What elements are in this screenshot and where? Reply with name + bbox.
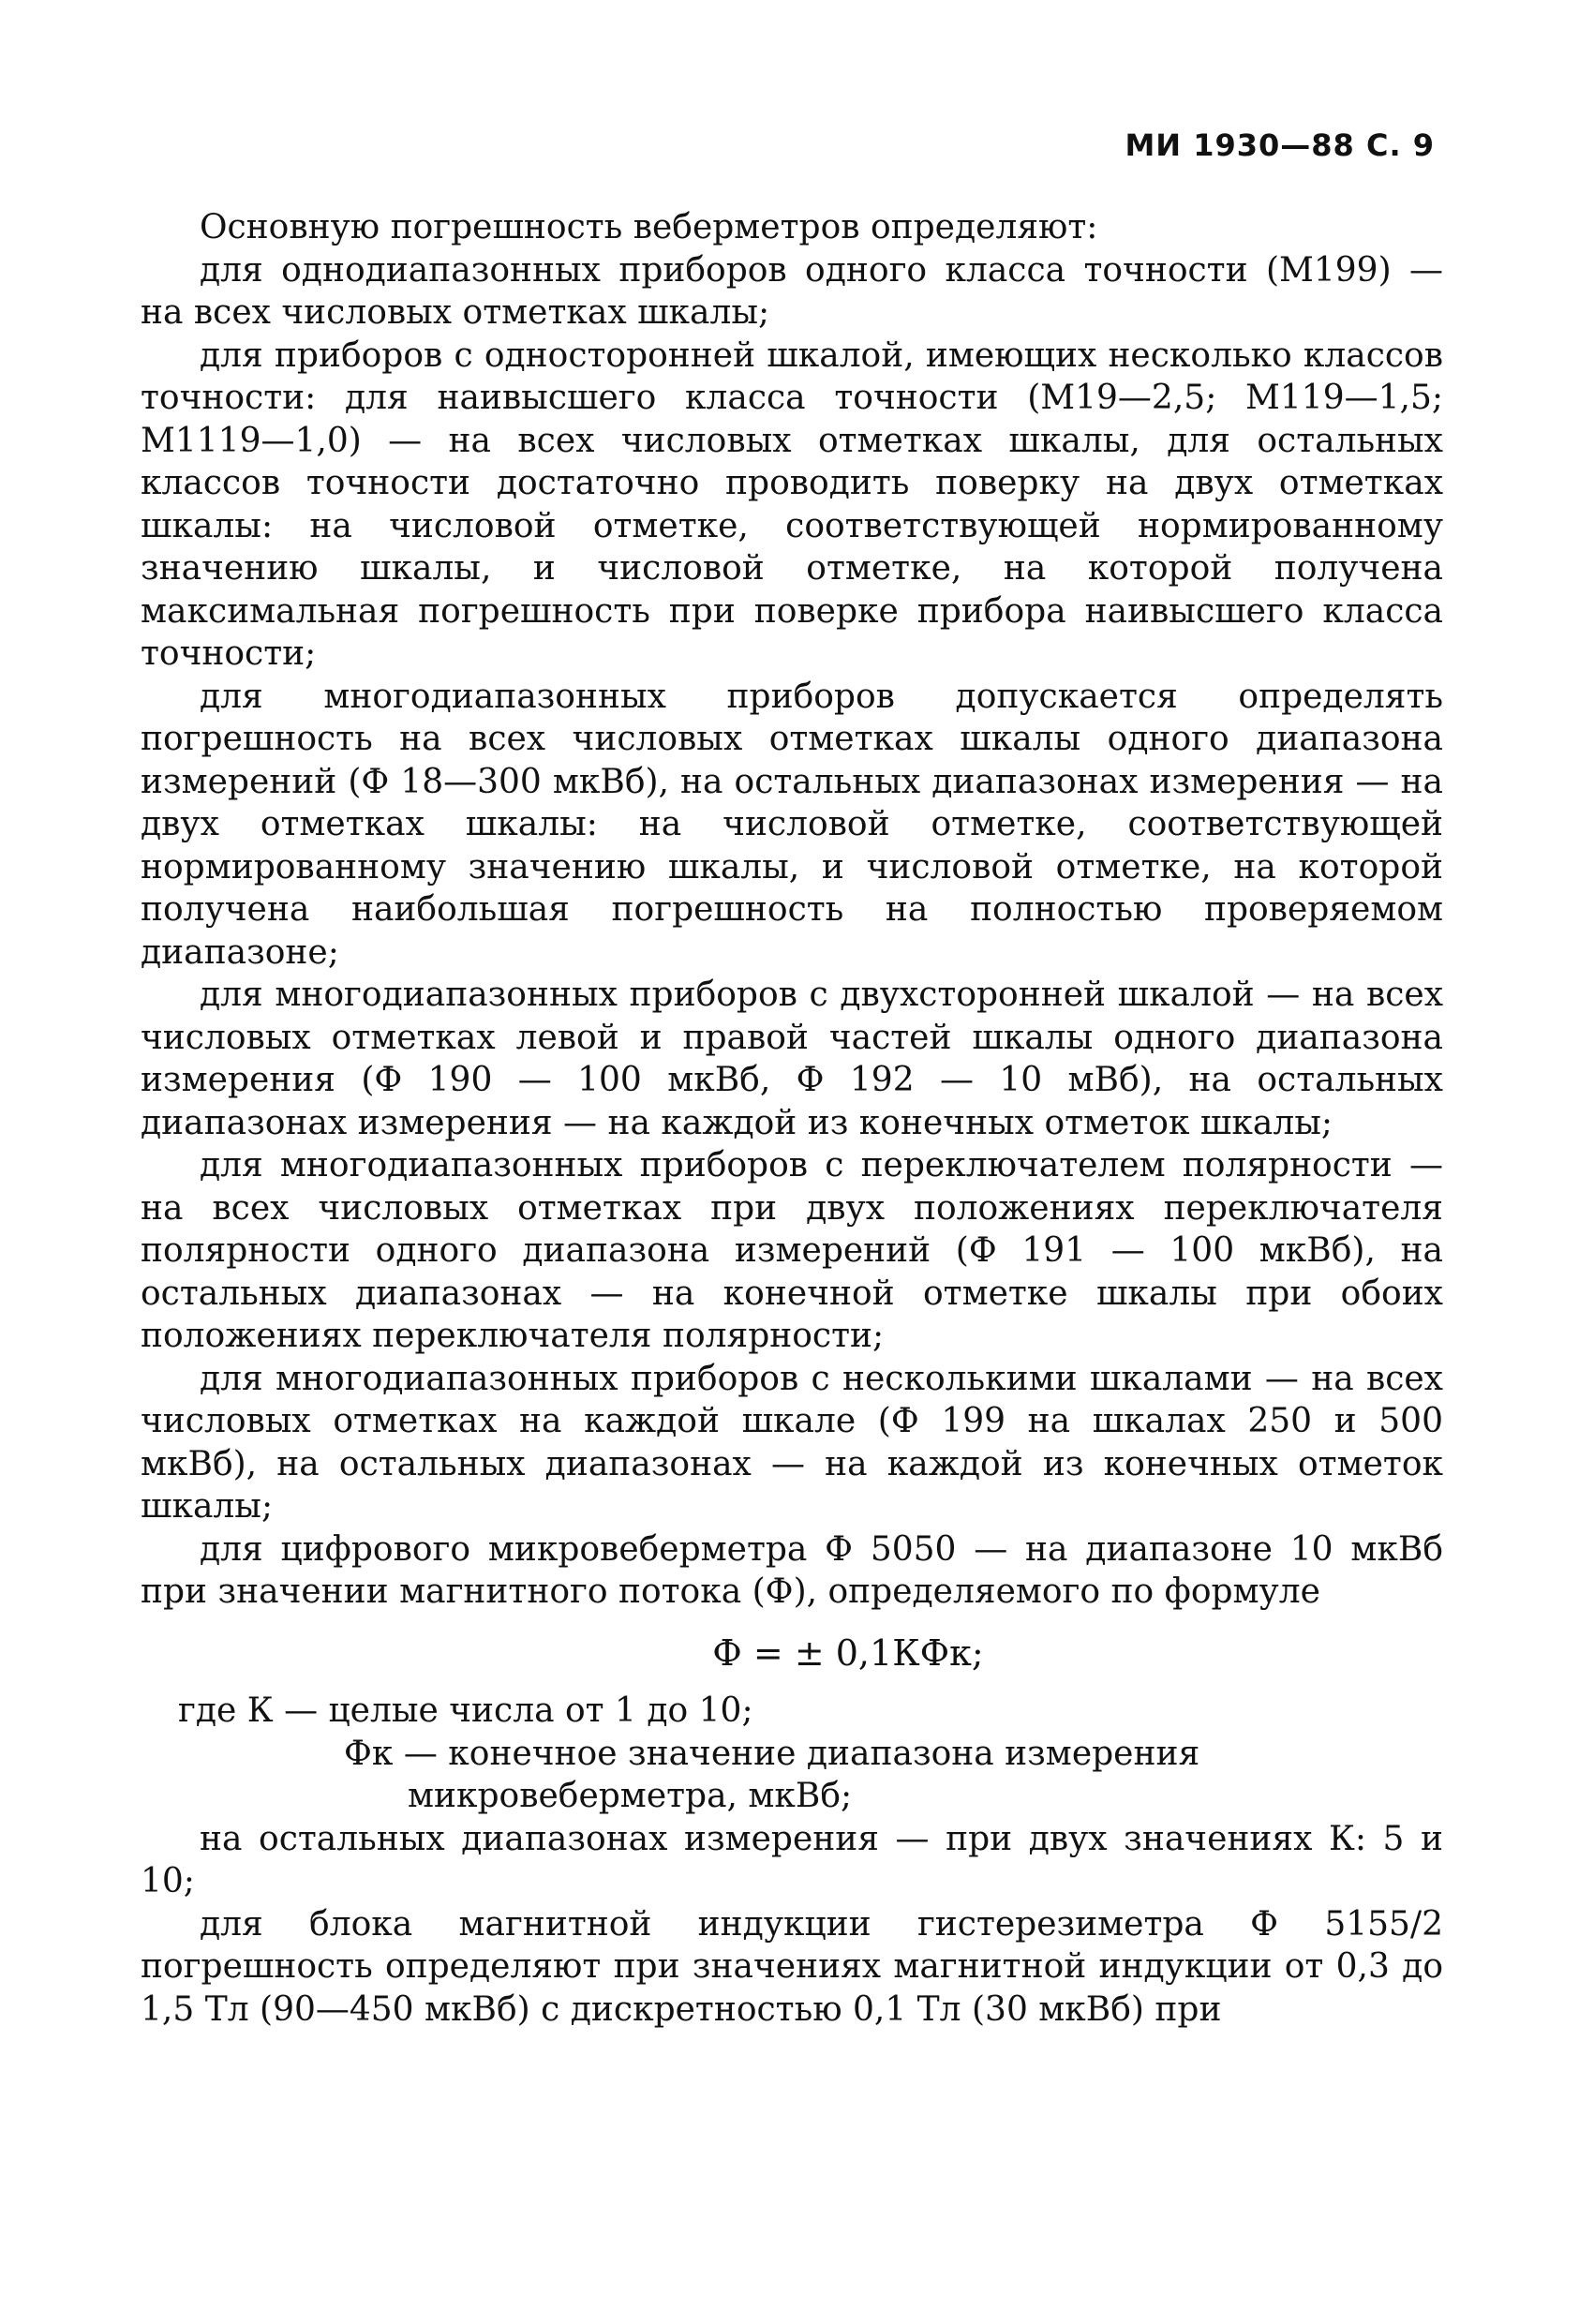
paragraph-hysteresimeter: для блока магнитной индукции гистерезиметра Ф 5155/2 погрешность определяют при значениях магнитной индукции от 0,3 до 1,5 Тл (90—450 мкВб) с дискретностью 0,1 Тл (30 мкВб) при bbox=[141, 1904, 1443, 2029]
legend-fk: Фк — конечное значение диапазона измерения микровеберметра, мкВб; bbox=[344, 1734, 1200, 1815]
paragraph-digital-microwebermeter: для цифрового микровеберметра Ф 5050 — на диапазоне 10 мкВб при значении магнитного потока (Ф), определяемого по формуле bbox=[141, 1529, 1443, 1611]
formula-legend bbox=[141, 1690, 1443, 1818]
paragraph-intro: Основную погрешность веберметров определяют: bbox=[200, 208, 1098, 246]
paragraph-two-sided-scale: для многодиапазонных приборов с двухсторонней шкалой — на всех числовых отметках левой и правой частей шкалы одного диапазона измерения (Ф 190 — 100 мкВб, Ф 192 — 10 мВб), на остальных диапазонах измерения — на каждой из конечных отметок шкалы; bbox=[141, 976, 1443, 1142]
paragraph-other-ranges: на остальных диапазонах измерения — при двух значениях К: 5 и 10; bbox=[141, 1819, 1443, 1900]
paragraph-multiple-scales: для многодиапазонных приборов с несколькими шкалами — на всех числовых отметках на каждой шкале (Ф 199 на шкалах 250 и 500 мкВб), на остальных диапазонах — на каждой из конечных отметок шкалы; bbox=[141, 1359, 1443, 1526]
paragraph-one-sided-scale: для приборов с односторонней шкалой, имеющих несколько классов точности: для наивысшего класса точности (М19—2,5; М119—1,5; М1119—1,0) — на всех числовых отметках шкалы, для остальных классов точности достаточно проводить поверку на двух отметках шкалы: на числовой отметке, соответствующей нормированному значению шкалы, и числовой отметке, на которой получена максимальная погрешность при поверке прибора наивысшего класса точности; bbox=[141, 335, 1443, 673]
paragraph-multi-range: для многодиапазонных приборов допускается определять погрешность на всех числовых отметках шкалы одного диапазона измерений (Ф 18—300 мкВб), на остальных диапазонах измерения — на двух отметках шкалы: на числовой отметке, соответствующей нормированному значению шкалы, и числовой отметке, на которой получена наибольшая погрешность на полностью проверяемом диапазоне; bbox=[141, 677, 1443, 972]
paragraph-single-range: для однодиапазонных приборов одного класса точности (М199) — на всех числовых отметках шкалы; bbox=[141, 250, 1443, 332]
formula: Ф = ± 0,1КФк; bbox=[712, 1631, 984, 1674]
paragraph-polarity-switch: для многодиапазонных приборов с переключателем полярности — на всех числовых отметках при двух положениях переключателя полярности одного диапазона измерений (Ф 191 — 100 мкВб), на остальных диапазонах — на конечной отметке шкалы при обоих положениях переключателя полярности; bbox=[141, 1146, 1443, 1355]
document-body bbox=[141, 206, 1443, 2031]
page-header-doc-ref: МИ 1930—88 С. 9 bbox=[1125, 127, 1435, 163]
legend-k: где К — целые числа от 1 до 10; bbox=[178, 1691, 753, 1730]
